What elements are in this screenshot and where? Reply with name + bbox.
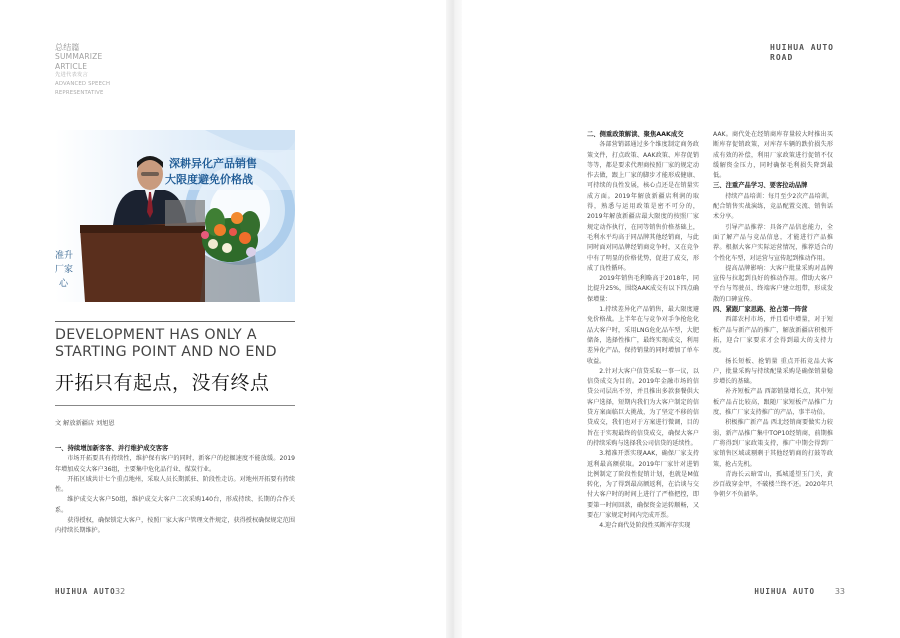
brand-logo-footer-right: HUIHUA AUTO (754, 587, 815, 596)
paragraph: 扬长短板、抢销量 重点开拓竞品大客户，批量采购与持续配量采购是确保销量稳步增长的基础。 (713, 357, 833, 386)
paragraph: 3.精准开票实现AAK，确保厂家支持返利最高额获取。2019年厂家针对进销比例制定了阶段性促销计划，也就是M值转化，为了得到最高额返利，在洽谈与交付大客户时的时间上进行了严格把控，即要第一时间回款，确保资金运转顺畅，又要在厂家规定时间内完成开票。 (587, 450, 699, 519)
screen-side-1: 准升 (55, 251, 74, 261)
screen-side-2: 厂家 (55, 265, 74, 275)
section-sub-en-1: ADVANCED SPEECH (55, 81, 111, 88)
section-heading: 三、注重产品学习、要客拉动品牌 (713, 182, 808, 190)
left-text-column (55, 444, 295, 537)
paragraph: 各部营销部通过多个维度制定商务政策文件，打点政策、AAK政策、库存促销等等，都是要求代理商按照厂家的规定动作去做，跟上厂家的脚步才能形成健康、可持续的良性发展，核心点还是在销量实成方面。2019年解放新疆店利润的取得，熟悉与运用政策是密不可分的，2019年解放新疆店最大限度的按照厂家规定动作执行，在同等销售价格基础上，毛利水平均高于同品牌其他经销商，与此同时面对同品牌经销商竞争时，又在竞争中有了明显的价格优势，促进了成交，形成了良性循环。 (587, 141, 699, 272)
right-text-column (713, 130, 833, 501)
paragraph: 维护成交大客户50组，维护成交大客户二次采购140台，形成持续、长期的合作关系。 (55, 496, 295, 514)
paragraph: 青海长云暗雪山，孤城遥望玉门关，黄沙百战穿金甲，不破楼兰终不还。2020年只争朝夕不负韶华。 (713, 470, 833, 499)
section-sub-en-2: REPRESENTATIVE (55, 90, 104, 97)
middle-text-column (587, 130, 699, 532)
section-title-cn: 总结篇 (55, 43, 80, 52)
speaker-photo (55, 130, 295, 302)
brand-line-2: ROAD (770, 53, 794, 62)
screen-side-3: 心 (59, 279, 69, 289)
title-rule-top (55, 321, 295, 322)
section-title-en-1: SUMMARIZE (55, 52, 103, 62)
section-heading: 一、持续增加新客客、并行维护成交客客 (55, 445, 169, 452)
paragraph: 获得授权，确保锁定大客户，按照厂家大客户管理文件规定，获得授权确保规定范围内持续长期维护。 (55, 517, 295, 535)
paragraph: 提高品牌影响：大客户批量采购对品牌宣传与拉起到良好的推动作用。借助大客户平台与驾驶员、终端客户建立纽带，形成发散的口碑宣传。 (713, 264, 833, 303)
paragraph: 2019年销售毛利略高于2018年，同比提升25%，围绕AAK成交有以下四点确保增量： (587, 275, 699, 303)
page-number-left: 32 (115, 587, 126, 596)
paragraph: 开拓区域共计七个重点地州，采取人员长期派驻、阶段性走访。对地州开拓要有持续性。 (55, 475, 295, 494)
page-number-right: 33 (834, 587, 845, 596)
paragraph: 2.针对大客户信贷采取一事一议，以信贷成交为目的。2019年金融市场的信贷公司层出不穷，并且推出多款套餐供大客户选择，短期内我们为大客户制定的信贷方案面临巨大挑战，为了坚定不移的信贷成交，我们也对于方案进行微调，目的旨在于实现最终的信贷成交，确保大客户的持续采购与选择我公司信贷的延续性。 (587, 367, 699, 447)
paragraph: 积极推广新产品 西北经销商要做实力较弱，新产品推广集中TOP10经销商，前期推广将得到厂家政策支持，推广中期会得到厂家销售区域或剔剩于其他经销商的打鼓等政策，抢占先机。 (713, 419, 833, 468)
section-title-en-2: ARTICLE (55, 61, 88, 71)
brand-line-1: HUIHUA AUTO (770, 43, 834, 52)
paragraph: 市场开拓要具有持续性，维护保有客户的同时，新客户的挖掘速度不能放缓。2019年增加成交大客户36组，主要集中危化品行业、煤炭行业。 (55, 455, 295, 473)
paragraph: 4.迎合商代处阶段性买断库存实现 (599, 522, 691, 530)
screen-text-2: 大限度避免价格战 (165, 173, 253, 186)
article-byline: 文 解放新疆店 刘旭恩 (55, 420, 115, 427)
screen-text-1: 深耕异化产品销售 (169, 157, 257, 170)
paragraph: 补齐短板产品 西部销量增长点，其中短板产品占比较高，跟随厂家短板产品推广力度，推广厂家支持推广的产品，事半功倍。 (713, 388, 833, 417)
page-gutter (446, 0, 462, 638)
speaker-photo-illustration (55, 130, 295, 302)
section-heading: 二、侧重政策解读、聚焦AAK成交 (587, 131, 684, 138)
article-title-cn: 开拓只有起点，没有终点 (55, 372, 270, 394)
section-sub-cn: 先进代表发言 (55, 71, 88, 78)
paragraph: 持续产品培训：每月至少2次产品培训，配合销售实战演练，竞品配置交流、销售话术分享。 (713, 192, 833, 221)
brand-logo-footer-left: HUIHUA AUTO (55, 587, 116, 596)
section-tag (55, 43, 110, 99)
paragraph: 1.持续差异化产品销售，最大限度避免价格战。上半年在与竞争对手争抢危化品大客户时，采用LNG危化品车型，大肥储备，选择性推广，最终实现成交，利用差异化产品，保持销量的同时增加了单车收益。 (587, 306, 699, 365)
paragraph: 引导产品推荐：具备产品信息能力，全面了解产品与竞品信息，才能进行产品推荐。根据大客户实际运营情况，推荐适合的个性化车型，对运营与宣传起到推动作用。 (713, 223, 833, 262)
section-heading: 四、紧跟厂家思路、抢占第一阵营 (713, 306, 808, 314)
title-rule-bottom (55, 405, 295, 406)
paragraph: 西部农村市场，并且看中增量，对于短板产品与新产品的推广，解放新疆店积极开拓，迎合厂家要求才会得到最大的支持力度。 (713, 316, 833, 355)
article-title-en: DEVELOPMENT HAS ONLY A STARTING POINT AND NO END (55, 327, 277, 360)
paragraph: AAK。商代处在经销商库存量较大时推出买断库存促销政策，对库存车辆的跌价损失形成有效的补偿，利用厂家政策进行促销不仅缓解资金压力，同时确保毛利损失降到最低。 (713, 131, 833, 180)
brand-logo-top (770, 43, 845, 63)
